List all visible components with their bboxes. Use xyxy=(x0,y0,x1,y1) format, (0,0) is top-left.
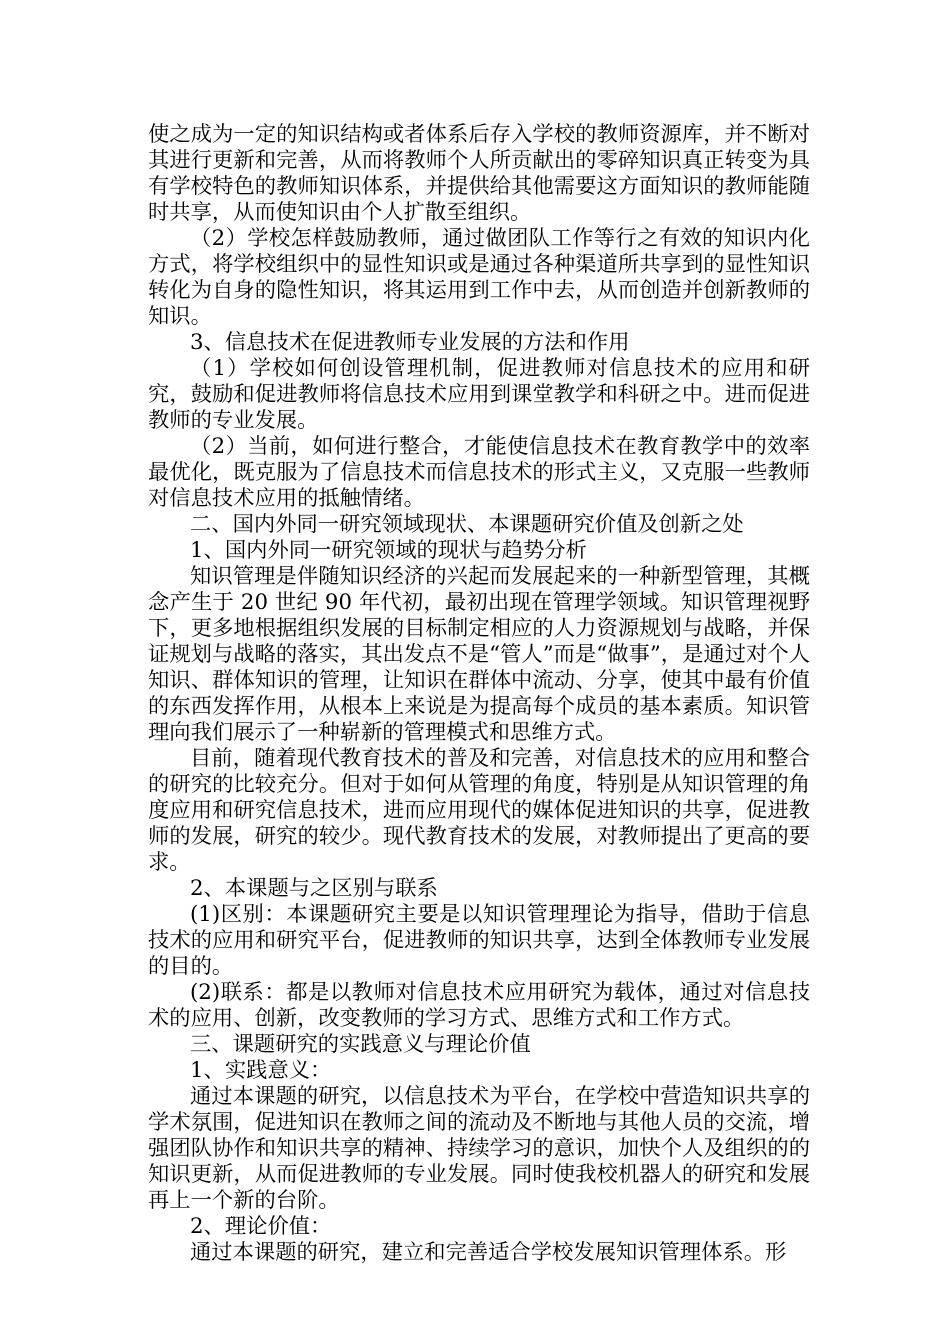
paragraph: 通过本课题的研究，建立和完善适合学校发展知识管理体系。形 xyxy=(190,1240,787,1265)
paragraph: 通过本课题的研究，以信息技术为平台，在学校中营造知识共享的学术氛围，促进知识在教师之间的流动及不断地与其他人员的交流，增强团队协作和知识共享的精神、持续学习的意识，加快个人及组织的的知识更新，从而促进教师的专业发展。同时使我校机器人的研究和发展再上一个新的台阶。 xyxy=(148,1084,810,1213)
paragraph: （1）学校如何创设管理机制，促进教师对信息技术的应用和研究，鼓励和促进教师将信息技术应用到课堂教学和科研之中。进而促进教师的专业发展。 xyxy=(148,356,810,433)
subsection-heading: 1、国内外同一研究领域的现状与趋势分析 xyxy=(190,538,587,563)
paragraph: 目前，随着现代教育技术的普及和完善，对信息技术的应用和整合的研究的比较充分。但对于如何从管理的角度，特别是从知识管理的角度应用和研究信息技术，进而应用现代的媒体促进知识的共享，促进教师的发展，研究的较少。现代教育技术的发展，对教师提出了更高的要求。 xyxy=(148,746,810,875)
document-body xyxy=(148,122,810,1266)
subsection-heading: 2、理论价值： xyxy=(190,1214,332,1239)
paragraph: 知识管理是伴随知识经济的兴起而发展起来的一种新型管理，其概念产生于 20 世纪 90 年代初，最初出现在管理学领域。知识管理视野下，更多地根据组织发展的目标制定相应的人力资源规划与战略，并保证规划与战略的落实，其出发点不是“管人”而是“做事”，是通过对个人知识、群体知识的管理，让知识在群体中流动、分享，使其中最有价值的东西发挥作用，从根本上来说是为提高每个成员的基本素质。知识管理向我们展示了一种崭新的管理模式和思维方式。 xyxy=(148,564,810,745)
section-heading: 三、课题研究的实践意义与理论价值 xyxy=(190,1032,531,1057)
paragraph: (1)区别：本课题研究主要是以知识管理理论为指导，借助于信息技术的应用和研究平台，促进教师的知识共享，达到全体教师专业发展的目的。 xyxy=(148,902,810,979)
paragraph: 使之成为一定的知识结构或者体系后存入学校的教师资源库，并不断对其进行更新和完善，从而将教师个人所贡献出的零碎知识真正转变为具有学校特色的教师知识体系，并提供给其他需要这方面知识的教师能随时共享，从而使知识由个人扩散至组织。 xyxy=(148,122,810,225)
subsection-heading: 2、本课题与之区别与联系 xyxy=(190,876,438,901)
paragraph: (2)联系：都是以教师对信息技术应用研究为载体，通过对信息技术的应用、创新，改变教师的学习方式、思维方式和工作方式。 xyxy=(148,980,810,1031)
paragraph: （2）学校怎样鼓励教师，通过做团队工作等行之有效的知识内化方式，将学校组织中的显性知识或是通过各种渠道所共享到的显性知识转化为自身的隐性知识，将其运用到工作中去，从而创造并创新教师的知识。 xyxy=(148,226,810,329)
section-heading: 二、国内外同一研究领域现状、本课题研究价值及创新之处 xyxy=(190,512,744,537)
section-heading: 3、信息技术在促进教师专业发展的方法和作用 xyxy=(190,330,630,355)
paragraph: （2）当前，如何进行整合，才能使信息技术在教育教学中的效率最优化，既克服为了信息技术而信息技术的形式主义，又克服一些教师对信息技术应用的抵触情绪。 xyxy=(148,434,810,511)
subsection-heading: 1、实践意义： xyxy=(190,1058,332,1083)
